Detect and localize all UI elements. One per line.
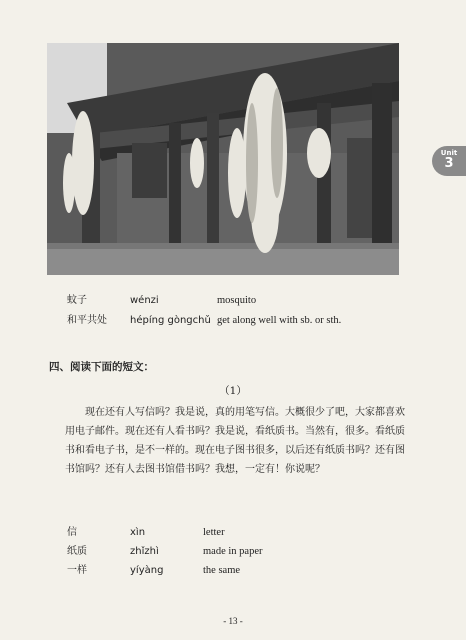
vocab-word: 信 (67, 527, 77, 538)
vocab-pinyin: yíyàng (130, 565, 164, 576)
vocab-word: 和平共处 (67, 315, 107, 326)
passage-number: （1） (219, 385, 247, 397)
vocab-row (67, 526, 407, 540)
vocab-meaning: made in paper (203, 546, 263, 557)
vocab-pinyin: wénzi (130, 295, 159, 306)
vocab-pinyin: xìn (130, 527, 146, 538)
vocab-pinyin: hépíng gòngchǔ (130, 315, 211, 326)
vocab-row (67, 564, 407, 578)
vocab-meaning: letter (203, 527, 225, 538)
vocab-meaning: get along well with sb. or sth. (217, 315, 342, 326)
passage-text: 现在还有人写信吗？我是说，真的用笔写信。大概很少了吧，大家都喜欢用电子邮件。现在还有人看书吗？我是说，看纸质书。当然有，很多。看纸质书和看电子书，是不一样的。现在电子图书很多，以后还有纸质书吗？还有图书馆吗？还有人去图书馆借书吗？我想，一定有！你说呢？ (65, 407, 405, 475)
vocab-word: 纸质 (67, 546, 87, 557)
vocab-row (67, 314, 407, 328)
vocab-row (67, 545, 407, 559)
vocab-word: 蚊子 (67, 295, 87, 306)
vocab-meaning: the same (203, 565, 241, 576)
unit-tab (432, 146, 466, 176)
courtyard-corn-photo (47, 43, 399, 275)
page-number: - 13 - (223, 616, 243, 626)
section-heading: 四、阅读下面的短文： (49, 361, 154, 373)
unit-label: Unit (440, 149, 458, 157)
vocab-word: 一样 (67, 565, 87, 576)
vocab-pinyin: zhǐzhì (130, 546, 159, 557)
reading-passage (65, 403, 405, 479)
vocab-row (67, 294, 407, 308)
vocab-meaning: mosquito (217, 295, 257, 306)
unit-number: 3 (444, 156, 454, 171)
